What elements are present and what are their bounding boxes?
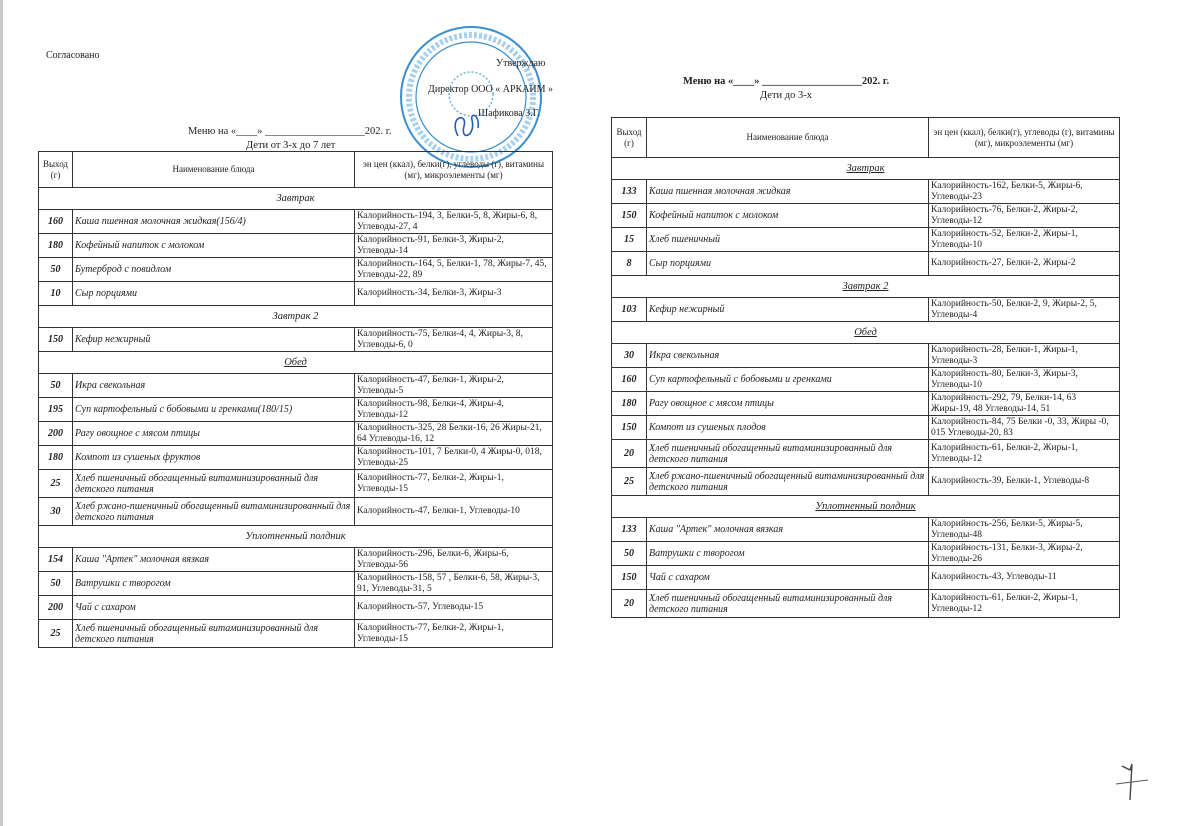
cell-output: 150	[612, 566, 647, 590]
cell-output: 10	[39, 282, 73, 306]
cell-nutrition: Калорийность-61, Белки-2, Жиры-1, Углеводы-12	[929, 440, 1120, 468]
table-row	[39, 470, 553, 498]
cell-dish: Хлеб ржано-пшеничный обогащенный витаминизированный для детского питания	[73, 498, 355, 526]
cell-dish: Каша "Артек" молочная вязкая	[647, 518, 929, 542]
table-row	[612, 440, 1120, 468]
cell-dish: Икра свекольная	[73, 374, 355, 398]
table-row	[39, 234, 553, 258]
column-header-output: Выход (г)	[39, 152, 73, 188]
table-row	[612, 518, 1120, 542]
table-row	[39, 596, 553, 620]
cell-dish: Ватрушки с творогом	[647, 542, 929, 566]
table-row	[612, 468, 1120, 496]
cell-output: 160	[39, 210, 73, 234]
cell-dish: Рагу овощное с мясом птицы	[73, 422, 355, 446]
cell-nutrition: Калорийность-34, Белки-3, Жиры-3	[355, 282, 553, 306]
cell-output: 25	[39, 470, 73, 498]
cell-output: 50	[39, 374, 73, 398]
cell-output: 50	[39, 572, 73, 596]
cell-nutrition: Калорийность-162, Белки-5, Жиры-6, Углеводы-23	[929, 180, 1120, 204]
director-name: Шафикова З.Г.	[478, 108, 540, 119]
cell-output: 150	[612, 416, 647, 440]
column-header-dish: Наименование блюда	[647, 118, 929, 158]
section-row	[39, 306, 553, 328]
table-row	[39, 282, 553, 306]
cell-dish: Хлеб пшеничный обогащенный витаминизированный для детского питания	[647, 590, 929, 618]
table-row	[39, 446, 553, 470]
menu-title-left: Меню на «____» ___________________202. г.	[188, 126, 392, 137]
menu-table-under-3	[611, 117, 1120, 618]
section-name: Уплотненный полдник	[245, 531, 346, 542]
table-row	[39, 258, 553, 282]
section-name: Завтрак 2	[272, 311, 319, 322]
cell-nutrition: Калорийность-47, Белки-1, Жиры-2, Углеводы-5	[355, 374, 553, 398]
cell-dish: Сыр порциями	[73, 282, 355, 306]
section-title	[39, 352, 553, 374]
column-header-dish: Наименование блюда	[73, 152, 355, 188]
cell-nutrition: Калорийность-84, 75 Белки -0, 33, Жиры -0, 015 Углеводы-20, 83	[929, 416, 1120, 440]
menu-title-right: Меню на «____» ___________________202. г.	[683, 76, 890, 87]
cell-output: 8	[612, 252, 647, 276]
cell-nutrition: Калорийность-39, Белки-1, Углеводы-8	[929, 468, 1120, 496]
section-title	[612, 496, 1120, 518]
cell-dish: Кофейный напиток с молоком	[73, 234, 355, 258]
table-row	[612, 298, 1120, 322]
table-row	[39, 422, 553, 446]
table-row	[612, 368, 1120, 392]
cell-output: 133	[612, 518, 647, 542]
cell-dish: Каша "Артек" молочная вязкая	[73, 548, 355, 572]
cell-dish: Суп картофельный с бобовыми и гренками	[647, 368, 929, 392]
cell-output: 150	[39, 328, 73, 352]
official-stamp-icon	[398, 24, 544, 170]
table-row	[39, 398, 553, 422]
cell-dish: Рагу овощное с мясом птицы	[647, 392, 929, 416]
table-header-row	[39, 152, 553, 188]
cell-dish: Каша пшенная молочная жидкая(156/4)	[73, 210, 355, 234]
table-row	[39, 328, 553, 352]
cell-output: 50	[39, 258, 73, 282]
section-name: Обед	[854, 327, 877, 338]
cell-nutrition: Калорийность-28, Белки-1, Жиры-1, Углеводы-3	[929, 344, 1120, 368]
cell-nutrition: Калорийность-52, Белки-2, Жиры-1, Углеводы-10	[929, 228, 1120, 252]
cell-output: 25	[39, 620, 73, 648]
cell-nutrition: Калорийность-158, 57 , Белки-6, 58, Жиры-3, 91, Углеводы-31, 5	[355, 572, 553, 596]
section-title	[612, 276, 1120, 298]
table-row	[612, 542, 1120, 566]
section-name: Уплотненный полдник	[815, 501, 916, 512]
table-row	[39, 498, 553, 526]
cell-nutrition: Калорийность-194, 3, Белки-5, 8, Жиры-6, 8, Углеводы-27, 4	[355, 210, 553, 234]
menu-subtitle-left: Дети от 3-х до 7 лет	[246, 140, 336, 151]
section-name: Завтрак 2	[842, 281, 889, 292]
section-name: Обед	[284, 357, 307, 368]
section-row	[39, 352, 553, 374]
table-row	[612, 252, 1120, 276]
cell-output: 30	[612, 344, 647, 368]
cell-nutrition: Калорийность-75, Белки-4, 4, Жиры-3, 8, Углеводы-6, 0	[355, 328, 553, 352]
cell-dish: Кефир нежирный	[73, 328, 355, 352]
cell-dish: Суп картофельный с бобовыми и гренками(180/15)	[73, 398, 355, 422]
cell-dish: Хлеб пшеничный обогащенный витаминизированный для детского питания	[647, 440, 929, 468]
cell-output: 154	[39, 548, 73, 572]
section-row	[39, 188, 553, 210]
cell-dish: Чай с сахаром	[647, 566, 929, 590]
cell-nutrition: Калорийность-98, Белки-4, Жиры-4, Углеводы-12	[355, 398, 553, 422]
cell-output: 20	[612, 590, 647, 618]
column-header-nutrition: эн цен (ккал), белки(г), углеводы (г), витамины (мг), микроэлементы (мг)	[929, 118, 1120, 158]
menu-table-3-7	[38, 151, 553, 648]
cell-dish: Чай с сахаром	[73, 596, 355, 620]
cell-dish: Хлеб пшеничный обогащенный витаминизированный для детского питания	[73, 470, 355, 498]
cell-dish: Кофейный напиток с молоком	[647, 204, 929, 228]
cell-output: 150	[612, 204, 647, 228]
cell-output: 200	[39, 596, 73, 620]
approve-label: Утверждаю	[496, 58, 546, 69]
section-title	[612, 158, 1120, 180]
table-row	[612, 590, 1120, 618]
section-title	[39, 526, 553, 548]
section-row	[612, 158, 1120, 180]
cell-nutrition: Калорийность-43, Углеводы-11	[929, 566, 1120, 590]
cell-output: 133	[612, 180, 647, 204]
cell-output: 195	[39, 398, 73, 422]
cell-output: 180	[39, 234, 73, 258]
section-title	[612, 322, 1120, 344]
table-row	[39, 374, 553, 398]
cell-dish: Хлеб ржано-пшеничный обогащенный витаминизированный для детского питания	[647, 468, 929, 496]
cell-dish: Компот из сушеных плодов	[647, 416, 929, 440]
cell-output: 103	[612, 298, 647, 322]
column-header-output: Выход (г)	[612, 118, 647, 158]
menu-subtitle-right: Дети до 3-х	[760, 90, 812, 101]
cell-nutrition: Калорийность-325, 28 Белки-16, 26 Жиры-21, 64 Углеводы-16, 12	[355, 422, 553, 446]
table-row	[39, 548, 553, 572]
cell-output: 30	[39, 498, 73, 526]
cell-nutrition: Калорийность-27, Белки-2, Жиры-2	[929, 252, 1120, 276]
table-row	[39, 210, 553, 234]
table-header-row	[612, 118, 1120, 158]
table-row	[612, 416, 1120, 440]
section-title	[39, 306, 553, 328]
column-header-nutrition: эн цен (ккал), белки(г), углеводы (г), витамины (мг), микроэлементы (мг)	[355, 152, 553, 188]
director-line: Директор ООО « АРКАИМ »	[428, 84, 554, 95]
cell-nutrition: Калорийность-131, Белки-3, Жиры-2, Углеводы-26	[929, 542, 1120, 566]
table-row	[612, 228, 1120, 252]
cell-dish: Каша пшенная молочная жидкая	[647, 180, 929, 204]
cell-nutrition: Калорийность-76, Белки-2, Жиры-2, Углеводы-12	[929, 204, 1120, 228]
cell-output: 160	[612, 368, 647, 392]
agreed-label: Согласовано	[46, 50, 100, 61]
scan-edge	[0, 0, 3, 826]
cell-nutrition: Калорийность-164, 5, Белки-1, 78, Жиры-7, 45, Углеводы-22, 89	[355, 258, 553, 282]
section-row	[612, 322, 1120, 344]
cell-nutrition: Калорийность-91, Белки-3, Жиры-2, Углеводы-14	[355, 234, 553, 258]
table-row	[39, 572, 553, 596]
section-row	[612, 276, 1120, 298]
cell-dish: Кефир нежирный	[647, 298, 929, 322]
cell-nutrition: Калорийность-57, Углеводы-15	[355, 596, 553, 620]
cell-output: 50	[612, 542, 647, 566]
cell-output: 25	[612, 468, 647, 496]
section-row	[39, 526, 553, 548]
cell-nutrition: Калорийность-256, Белки-5, Жиры-5, Углеводы-48	[929, 518, 1120, 542]
cell-dish: Компот из сушеных фруктов	[73, 446, 355, 470]
cell-nutrition: Калорийность-47, Белки-1, Углеводы-10	[355, 498, 553, 526]
cell-nutrition: Калорийность-296, Белки-6, Жиры-6, Углеводы-56	[355, 548, 553, 572]
cell-nutrition: Калорийность-77, Белки-2, Жиры-1, Углеводы-15	[355, 470, 553, 498]
cell-nutrition: Калорийность-50, Белки-2, 9, Жиры-2, 5, Углеводы-4	[929, 298, 1120, 322]
table-row	[612, 180, 1120, 204]
cell-nutrition: Калорийность-77, Белки-2, Жиры-1, Углеводы-15	[355, 620, 553, 648]
handwritten-page-number-icon	[1114, 760, 1154, 806]
cell-dish: Хлеб пшеничный обогащенный витаминизированный для детского питания	[73, 620, 355, 648]
cell-dish: Сыр порциями	[647, 252, 929, 276]
cell-nutrition: Калорийность-80, Белки-3, Жиры-3, Углеводы-10	[929, 368, 1120, 392]
cell-dish: Ватрушки с творогом	[73, 572, 355, 596]
cell-output: 20	[612, 440, 647, 468]
table-row	[39, 620, 553, 648]
cell-output: 15	[612, 228, 647, 252]
section-name: Завтрак	[846, 163, 885, 174]
cell-dish: Бутерброд с повидлом	[73, 258, 355, 282]
table-row	[612, 392, 1120, 416]
table-row	[612, 204, 1120, 228]
table-row	[612, 566, 1120, 590]
section-title	[39, 188, 553, 210]
cell-output: 180	[612, 392, 647, 416]
cell-dish: Хлеб пшеничный	[647, 228, 929, 252]
section-row	[612, 496, 1120, 518]
section-name: Завтрак	[276, 193, 315, 204]
cell-nutrition: Калорийность-61, Белки-2, Жиры-1, Углеводы-12	[929, 590, 1120, 618]
cell-dish: Икра свекольная	[647, 344, 929, 368]
table-row	[612, 344, 1120, 368]
cell-nutrition: Калорийность-292, 79, Белки-14, 63 Жиры-19, 48 Углеводы-14, 51	[929, 392, 1120, 416]
cell-nutrition: Калорийность-101, 7 Белки-0, 4 Жиры-0, 018, Углеводы-25	[355, 446, 553, 470]
cell-output: 180	[39, 446, 73, 470]
cell-output: 200	[39, 422, 73, 446]
